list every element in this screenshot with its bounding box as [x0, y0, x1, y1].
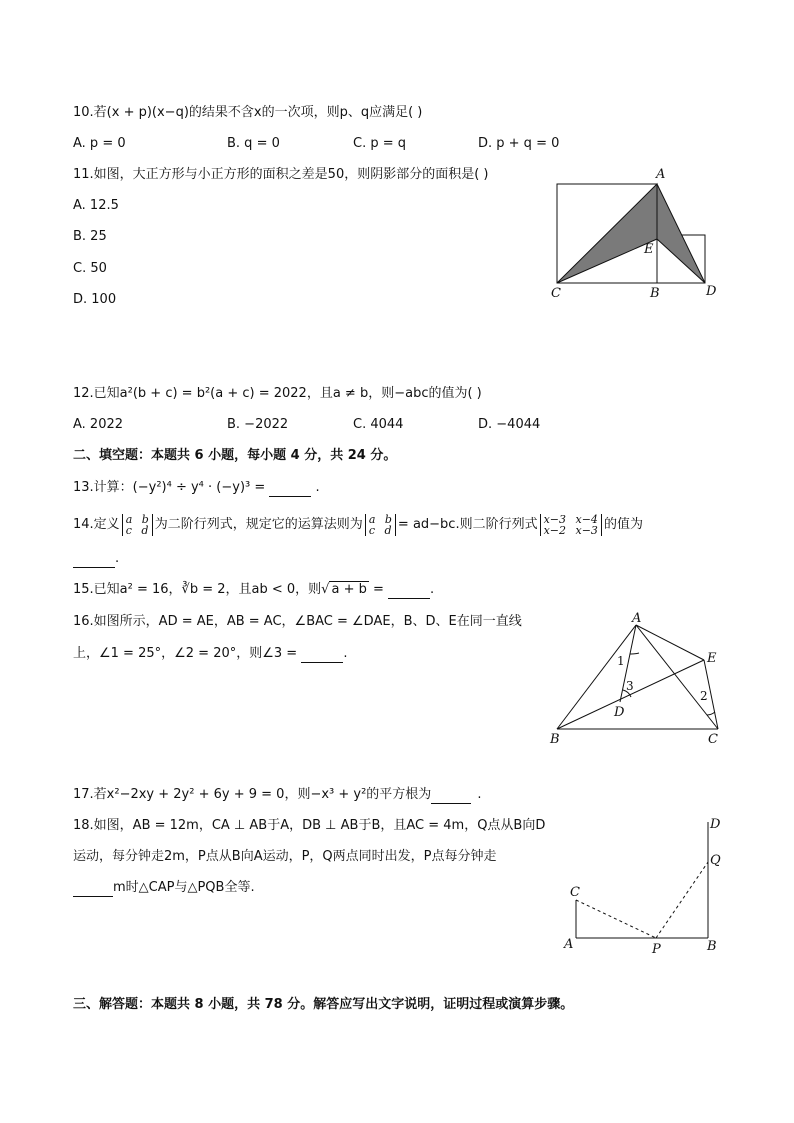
q16-answer-blank[interactable]: [301, 648, 343, 663]
q14-determinant-question: [540, 514, 602, 536]
q18-label-b: B: [707, 939, 717, 954]
q14-answer-line: [73, 550, 119, 568]
q14-part3: = ad−bc.则二阶行列式: [397, 517, 538, 532]
q11-label-d: D: [706, 284, 717, 299]
q16-label-3: 3: [626, 679, 634, 693]
q13-end: .: [315, 480, 320, 495]
q18-label-a: A: [564, 937, 574, 952]
q14-det2-row2: x−2 x−3: [543, 523, 598, 537]
q18-line2: 运动，每分钟走2m，P点从B向A运动，P，Q两点同时出发，P点每分钟走: [73, 849, 497, 864]
q18-label-d: D: [710, 817, 721, 832]
q14-line: [73, 512, 643, 538]
q18-label-p: P: [652, 942, 661, 957]
q18-line1: 18.如图，AB = 12m，CA ⊥ AB于A，DB ⊥ AB于B，且AC = 4m，Q点从B向D: [73, 818, 546, 833]
q16-segment-ac: [636, 625, 718, 729]
q14-det1b-row1: a b: [368, 512, 392, 526]
section2-title: 二、填空题：本题共 6 小题，每小题 4 分，共 24 分。: [73, 448, 397, 463]
q10-option-c: C. p = q: [353, 136, 407, 151]
q16-line1: 16.如图所示，AD = AE，AB = AC，∠BAC = ∠DAE，B、D、E在同一直线: [73, 614, 522, 629]
q11-shaded-region-right: [657, 184, 705, 283]
q11-shaded-region-left: [557, 184, 657, 283]
q14-part2: 为二阶行列式，规定它的运算法则为: [154, 517, 363, 532]
q18-line3-wrap: [73, 879, 255, 897]
q18-label-c: C: [570, 885, 580, 900]
q11-label-e: E: [644, 242, 654, 257]
q16-angle1-arc: [630, 653, 639, 654]
q14-answer-blank[interactable]: [73, 553, 115, 568]
q17-end: .: [477, 787, 482, 802]
q16-label-2: 2: [700, 689, 708, 703]
q11-figure: [540, 165, 730, 305]
q14-determinant-rule: [365, 514, 396, 536]
q17-answer-blank[interactable]: [431, 789, 471, 804]
q12-option-d: D. −4044: [478, 417, 541, 432]
q14-determinant-definition: [122, 514, 153, 536]
q14-part1: 14.定义: [73, 517, 120, 532]
q11-option-d: D. 100: [73, 292, 117, 307]
q16-segment-be: [557, 660, 704, 729]
q16-label-e: E: [707, 651, 717, 666]
q18-figure: [560, 812, 730, 957]
q12-option-c: C. 4044: [353, 417, 404, 432]
q10-stem: 10.若(x + p)(x−q)的结果不含x的一次项，则p、q应满足( ): [73, 105, 423, 120]
q16-label-c: C: [708, 732, 718, 747]
q11-label-c: C: [551, 286, 561, 301]
q15-answer-blank[interactable]: [388, 584, 430, 599]
q11-label-b: B: [650, 286, 660, 301]
q13-stem: 13.计算：(−y²)⁴ ÷ y⁴ · (−y)³ =: [73, 480, 270, 495]
q14-det2-row1: x−3 x−4: [543, 512, 598, 526]
q13-line: [73, 479, 320, 497]
q16-segment-ae: [636, 625, 704, 660]
q16-line2: 上，∠1 = 25°，∠2 = 20°，则∠3 =: [73, 646, 302, 661]
q14-end: .: [115, 551, 120, 566]
q11-option-a: A. 12.5: [73, 198, 119, 213]
q16-label-a: A: [632, 612, 642, 626]
q16-end: .: [343, 646, 348, 661]
q15-part1: 15.已知a² = 16，∛b = 2，且ab < 0，则: [73, 582, 322, 597]
q14-part4: 的值为: [603, 517, 643, 532]
q15-part2: =: [368, 582, 389, 597]
q16-label-1: 1: [617, 654, 625, 668]
q11-stem: 11.如图，大正方形与小正方形的面积之差是50，则阴影部分的面积是( ): [73, 167, 489, 182]
q14-det1-row1: a b: [125, 512, 149, 526]
q14-det1-row2: c d: [125, 523, 149, 537]
q18-answer-blank[interactable]: [73, 882, 113, 897]
q16-angle2-arc: [707, 712, 715, 715]
q17-stem: 17.若x²−2xy + 2y² + 6y + 9 = 0，则−x³ + y²的平方根为: [73, 787, 432, 802]
q12-option-b: B. −2022: [227, 417, 289, 432]
q15-end: .: [430, 582, 435, 597]
q14-det1b-row2: c d: [368, 523, 392, 537]
q16-figure: [544, 612, 734, 752]
q12-option-a: A. 2022: [73, 417, 124, 432]
q12-stem: 12.已知a²(b + c) = b²(a + c) = 2022，且a ≠ b，则−abc的值为( ): [73, 386, 482, 401]
q11-label-a: A: [656, 167, 666, 182]
q16-line2-wrap: [73, 645, 347, 663]
q11-option-b: B. 25: [73, 229, 107, 244]
q15-line: 15.已知a² = 16，∛b = 2，且ab < 0，则√ a + b = .: [73, 582, 435, 597]
q18-line3: m时△CAP与△PQB全等.: [113, 880, 255, 895]
q18-segment-pq: [656, 862, 708, 938]
q11-option-c: C. 50: [73, 261, 107, 276]
q18-label-q: Q: [710, 853, 721, 868]
section3-title: 三、解答题：本题共 8 小题，共 78 分。解答应写出文字说明，证明过程或演算步骤。: [73, 997, 574, 1012]
q10-option-d: D. p + q = 0: [478, 136, 560, 151]
q16-label-d: D: [614, 705, 625, 720]
q17-line: [73, 786, 481, 804]
q16-label-b: B: [550, 732, 560, 747]
q13-answer-blank[interactable]: [269, 482, 311, 497]
q15-radicand: a + b: [331, 582, 367, 597]
q18-segment-cp: [576, 900, 656, 938]
q10-option-a: A. p = 0: [73, 136, 126, 151]
q10-option-b: B. q = 0: [227, 136, 280, 151]
